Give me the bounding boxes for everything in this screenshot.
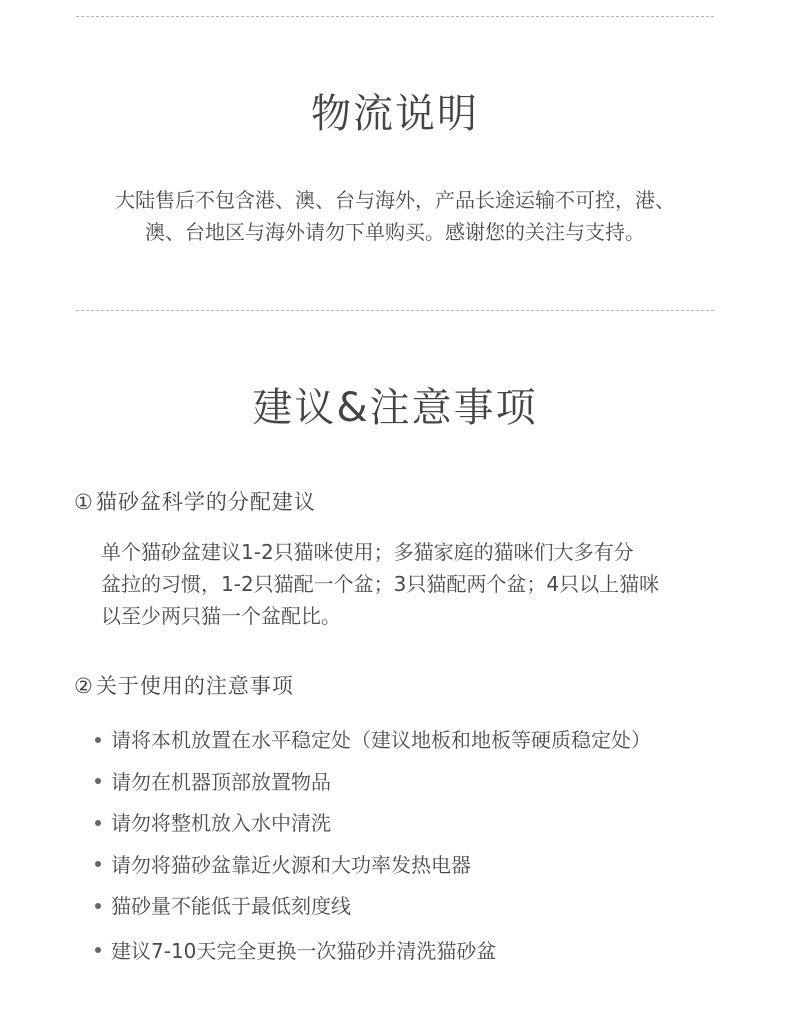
- section-2-heading: [74, 671, 294, 701]
- bullet-dot-icon: [95, 737, 101, 743]
- bullet-dot-icon: [95, 778, 101, 784]
- list-item-text: 请勿在机器顶部放置物品: [111, 769, 331, 794]
- list-item-text: 猫砂量不能低于最低刻度线: [111, 894, 351, 918]
- list-item: [95, 886, 755, 928]
- section-2-heading-text: 关于使用的注意事项: [95, 674, 294, 698]
- section-2-number: ②: [74, 674, 94, 698]
- section-1-heading-text: 猫砂盆科学的分配建议: [95, 490, 316, 514]
- logistics-line-1: 大陆售后不包含港、澳、台与海外，产品长途运输不可控，港、: [115, 188, 675, 212]
- list-item: [95, 845, 755, 887]
- section-1-heading: [74, 487, 316, 517]
- list-item: [95, 762, 755, 804]
- list-item-text: 请勿将猫砂盆靠近火源和大功率发热电器: [111, 852, 471, 877]
- logistics-line-2: 澳、台地区与海外请勿下单购买。感谢您的关注与支持。: [145, 220, 645, 244]
- bullet-dot-icon: [95, 820, 101, 826]
- section-1-line-2: 盆拉的习惯，1-2只猫配一个盆；3只猫配两个盆；4只以上猫咪: [101, 572, 660, 596]
- list-item-text: 建议7-10天完全更换一次猫砂并清洗猫砂盆: [111, 938, 497, 963]
- list-item-text: 请将本机放置在水平稳定处（建议地板和地板等硬质稳定处）: [111, 728, 651, 752]
- bullet-dot-icon: [95, 861, 101, 867]
- list-item: [95, 803, 755, 845]
- list-item: [95, 931, 755, 973]
- usage-notes-list: [95, 720, 755, 972]
- bullet-dot-icon: [95, 947, 101, 953]
- middle-divider: [76, 310, 714, 311]
- logistics-notice: [80, 184, 710, 248]
- top-divider: [76, 16, 714, 17]
- section-1-line-1: 单个猫砂盆建议1-2只猫咪使用；多猫家庭的猫咪们大多有分: [101, 540, 634, 564]
- list-item: [95, 720, 755, 762]
- section-1-paragraph: [101, 536, 721, 632]
- advice-title: 建议&注意事项: [252, 385, 538, 431]
- section-1-number: ①: [74, 490, 94, 514]
- list-item-text: 请勿将整机放入水中清洗: [111, 811, 331, 835]
- logistics-title: 物流说明: [311, 91, 479, 137]
- bullet-dot-icon: [95, 903, 101, 909]
- section-1-line-3: 以至少两只猫一个盆配比。: [101, 604, 341, 628]
